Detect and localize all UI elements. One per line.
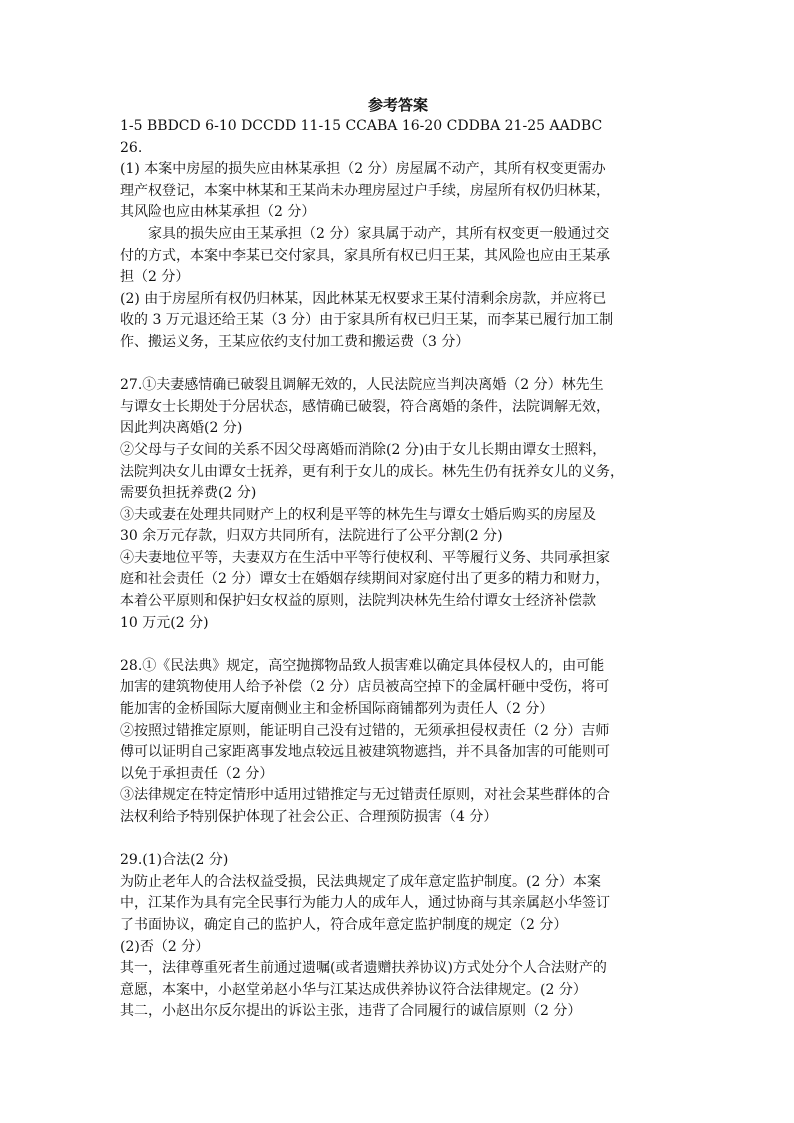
question-number: 26. xyxy=(120,139,143,156)
answer-line: ②按照过错推定原则，能证明自己没有过错的，无须承担侵权责任（2 分）吉师 xyxy=(120,722,610,739)
answer-line: 以免于承担责任（2 分） xyxy=(120,765,274,782)
answer-line: 庭和社会责任（2 分）谭女士在婚姻存续期间对家庭付出了更多的精力和财力， xyxy=(120,571,610,588)
answer-line: 作、搬运义务，王某应依约支付加工费和搬运费（3 分） xyxy=(120,333,470,350)
answer-line: (2) 由于房屋所有权仍归林某，因此林某无权要求王某付清剩余房款，并应将已 xyxy=(120,290,607,307)
question-26 xyxy=(120,138,676,354)
answer-line: 加害的建筑物使用人给予补偿（2 分）店员被高空掉下的金属杆砸中受伤，将可 xyxy=(120,679,610,696)
paragraph-gap xyxy=(120,829,676,851)
multiple-choice-answers: 1-5 BBDCD 6-10 DCCDD 11-15 CCABA 16-20 CDDBA 21-25 AADBC xyxy=(120,118,603,134)
answer-line: 收的 3 万元退还给王某（3 分）由于家具所有权已归王某，而李某已履行加工制 xyxy=(120,312,614,329)
answer-line: 法院判决女儿由谭女士抚养，更有利于女儿的成长。林先生仍有抚养女儿的义务， xyxy=(120,463,624,480)
answer-line: 中，江某作为具有完全民事行为能力人的成年人，通过协商与其亲属赵小华签订 xyxy=(120,895,610,912)
answer-line: 10 万元(2 分) xyxy=(120,614,209,631)
answer-line: 能加害的金桥国际大厦南侧业主和金桥国际商铺都列为责任人（2 分） xyxy=(120,701,554,718)
answer-line: 29.(1)合法(2 分) xyxy=(120,852,229,869)
answer-line: ③夫或妻在处理共同财产上的权利是平等的林先生与谭女士婚后购买的房屋及 xyxy=(120,506,596,523)
answer-document xyxy=(120,94,676,1023)
answer-line: 其一，法律尊重死者生前通过遗嘱(或者遗赠扶养协议)方式处分个人合法财产的 xyxy=(120,960,607,977)
answer-line: 为防止老年人的合法权益受损，民法典规定了成年意定监护制度。(2 分）本案 xyxy=(120,873,601,890)
answer-line: 30 余万元存款，归双方共同所有，法院进行了公平分割(2 分) xyxy=(120,528,503,545)
answer-line: 了书面协议，确定自己的监护人，符合成年意定监护制度的规定（2 分） xyxy=(120,916,568,933)
question-27 xyxy=(120,375,676,634)
answer-line: 需要负担抚养费(2 分) xyxy=(120,485,257,502)
answer-line: (2)否（2 分） xyxy=(120,938,210,955)
answer-line: 家具的损失应由王某承担（2 分）家具属于动产，其所有权变更一般通过交 xyxy=(148,225,610,242)
answer-line: 付的方式，本案中李某已交付家具，家具所有权已归王某，其风险也应由王某承 xyxy=(120,247,610,264)
answer-line: 28.①《民法典》规定，高空抛掷物品致人损害难以确定具体侵权人的，由可能 xyxy=(120,657,605,674)
answer-line: 其风险也应由林某承担（2 分） xyxy=(120,204,316,221)
answer-line: 担（2 分） xyxy=(120,269,190,286)
question-28 xyxy=(120,656,676,829)
answer-line: ④夫妻地位平等，夫妻双方在生活中平等行使权利、平等履行义务、共同承担家 xyxy=(120,549,610,566)
answer-line: 与谭女士长期处于分居状态，感情确已破裂，符合离婚的条件，法院调解无效， xyxy=(120,398,610,415)
answer-line: 意愿，本案中，小赵堂弟赵小华与江某达成供养协议符合法律规定。(2 分） xyxy=(120,981,587,998)
paragraph-gap xyxy=(120,354,676,376)
paragraph-gap xyxy=(120,634,676,656)
answer-line: 其二，小赵出尔反尔提出的诉讼主张，违背了合同履行的诚信原则（2 分） xyxy=(120,1003,582,1020)
answer-line: 傅可以证明自己家距离事发地点较远且被建筑物遮挡，并不具备加害的可能则可 xyxy=(120,744,610,761)
answer-line: ③法律规定在特定情形中适用过错推定与无过错责任原则，对社会某些群体的合 xyxy=(120,787,610,804)
answer-line: ②父母与子女间的关系不因父母离婚而消除(2 分)由于女儿长期由谭女士照料， xyxy=(120,441,607,458)
answer-line: 27.①夫妻感情确已破裂且调解无效的，人民法院应当判决离婚（2 分）林先生 xyxy=(120,377,604,394)
answer-line: 因此判决离婚(2 分) xyxy=(120,420,243,437)
answer-line: 法权利给予特别保护体现了社会公正、合理预防损害（4 分） xyxy=(120,809,498,825)
page-title: 参考答案 xyxy=(367,96,428,114)
answer-line: 理产权登记，本案中林某和王某尚未办理房屋过户手续，房屋所有权仍归林某， xyxy=(120,182,610,199)
answer-line: 本着公平原则和保护妇女权益的原则，法院判决林先生给付谭女士经济补偿款 xyxy=(120,593,596,610)
answer-line: (1) 本案中房屋的损失应由林某承担（2 分）房屋属不动产，其所有权变更需办 xyxy=(120,161,606,178)
question-29 xyxy=(120,850,676,1023)
